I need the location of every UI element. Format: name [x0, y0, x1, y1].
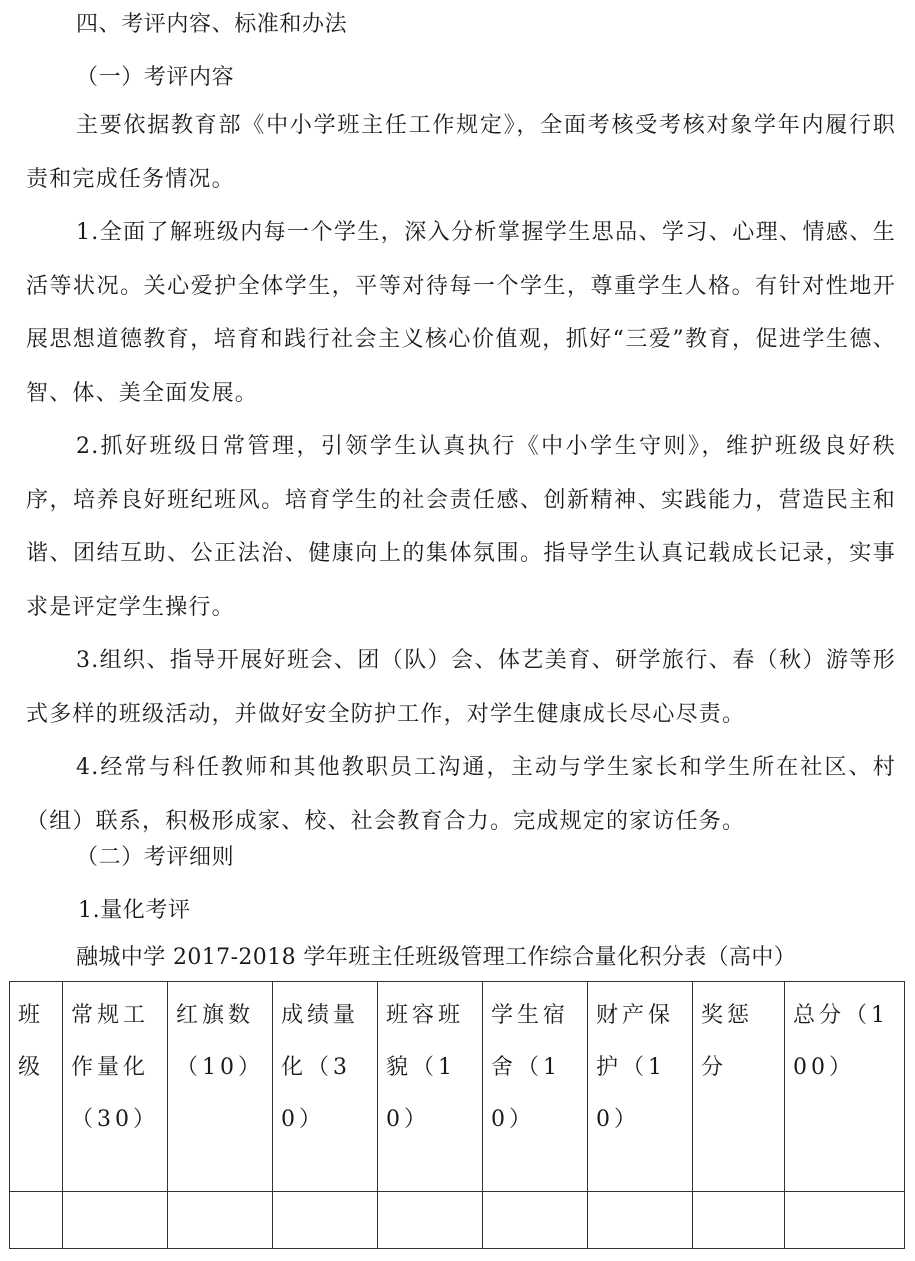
column-header: 奖惩分 [693, 982, 785, 1192]
subheading-content: （一）考评内容 [76, 65, 235, 90]
column-header: 常规工作量化（30） [63, 982, 168, 1192]
column-header: 班级 [10, 982, 63, 1192]
table-cell [63, 1192, 168, 1249]
table-cell [693, 1192, 785, 1249]
score-table [9, 981, 905, 1249]
paragraph-item-2: 2.抓好班级日常管理，引领学生认真执行《中小学生守则》，维护班级良好秩序，培养良好班纪班风。培育学生的社会责任感、创新精神、实践能力，营造民主和谐、团结互助、公正法治、健康向上的集体氛围。指导学生认真记载成长记录，实事求是评定学生操行。 [26, 434, 896, 620]
subheading-details: （二）考评细则 [76, 845, 235, 870]
paragraph-item-4: 4.经常与科任教师和其他教职员工沟通，主动与学生家长和学生所在社区、村（组）联系，积极形成家、校、社会教育合力。完成规定的家访任务。 [26, 755, 896, 834]
table-cell [273, 1192, 378, 1249]
paragraph-intro: 主要依据教育部《中小学班主任工作规定》，全面考核受考核对象学年内履行职责和完成任务情况。 [26, 113, 896, 192]
paragraph-item-3: 3.组织、指导开展好班会、团（队）会、体艺美育、研学旅行、春（秋）游等形式多样的班级活动，并做好安全防护工作，对学生健康成长尽心尽责。 [26, 648, 896, 727]
table-cell [588, 1192, 693, 1249]
table-cell [483, 1192, 588, 1249]
heading-quant: 1.量化考评 [78, 898, 191, 923]
column-header: 成绩量化（30） [273, 982, 378, 1192]
table-header-row [10, 982, 905, 1192]
column-header: 班容班貌（10） [378, 982, 483, 1192]
section-heading-four: 四、考评内容、标准和办法 [76, 12, 348, 37]
table-cell [785, 1192, 905, 1249]
column-header: 财产保护（10） [588, 982, 693, 1192]
table-cell [10, 1192, 63, 1249]
column-header: 红旗数（10） [168, 982, 273, 1192]
column-header: 总分（100） [785, 982, 905, 1192]
paragraph-item-1: 1.全面了解班级内每一个学生，深入分析掌握学生思品、学习、心理、情感、生活等状况。关心爱护全体学生，平等对待每一个学生，尊重学生人格。有针对性地开展思想道德教育，培育和践行社会主义核心价值观，抓好“三爱”教育，促进学生德、智、体、美全面发展。 [26, 220, 896, 406]
table-cell [168, 1192, 273, 1249]
table-row [10, 1192, 905, 1249]
column-header: 学生宿舍（10） [483, 982, 588, 1192]
table-cell [378, 1192, 483, 1249]
table-caption: 融城中学 2017-2018 学年班主任班级管理工作综合量化积分表（高中） [76, 945, 797, 970]
